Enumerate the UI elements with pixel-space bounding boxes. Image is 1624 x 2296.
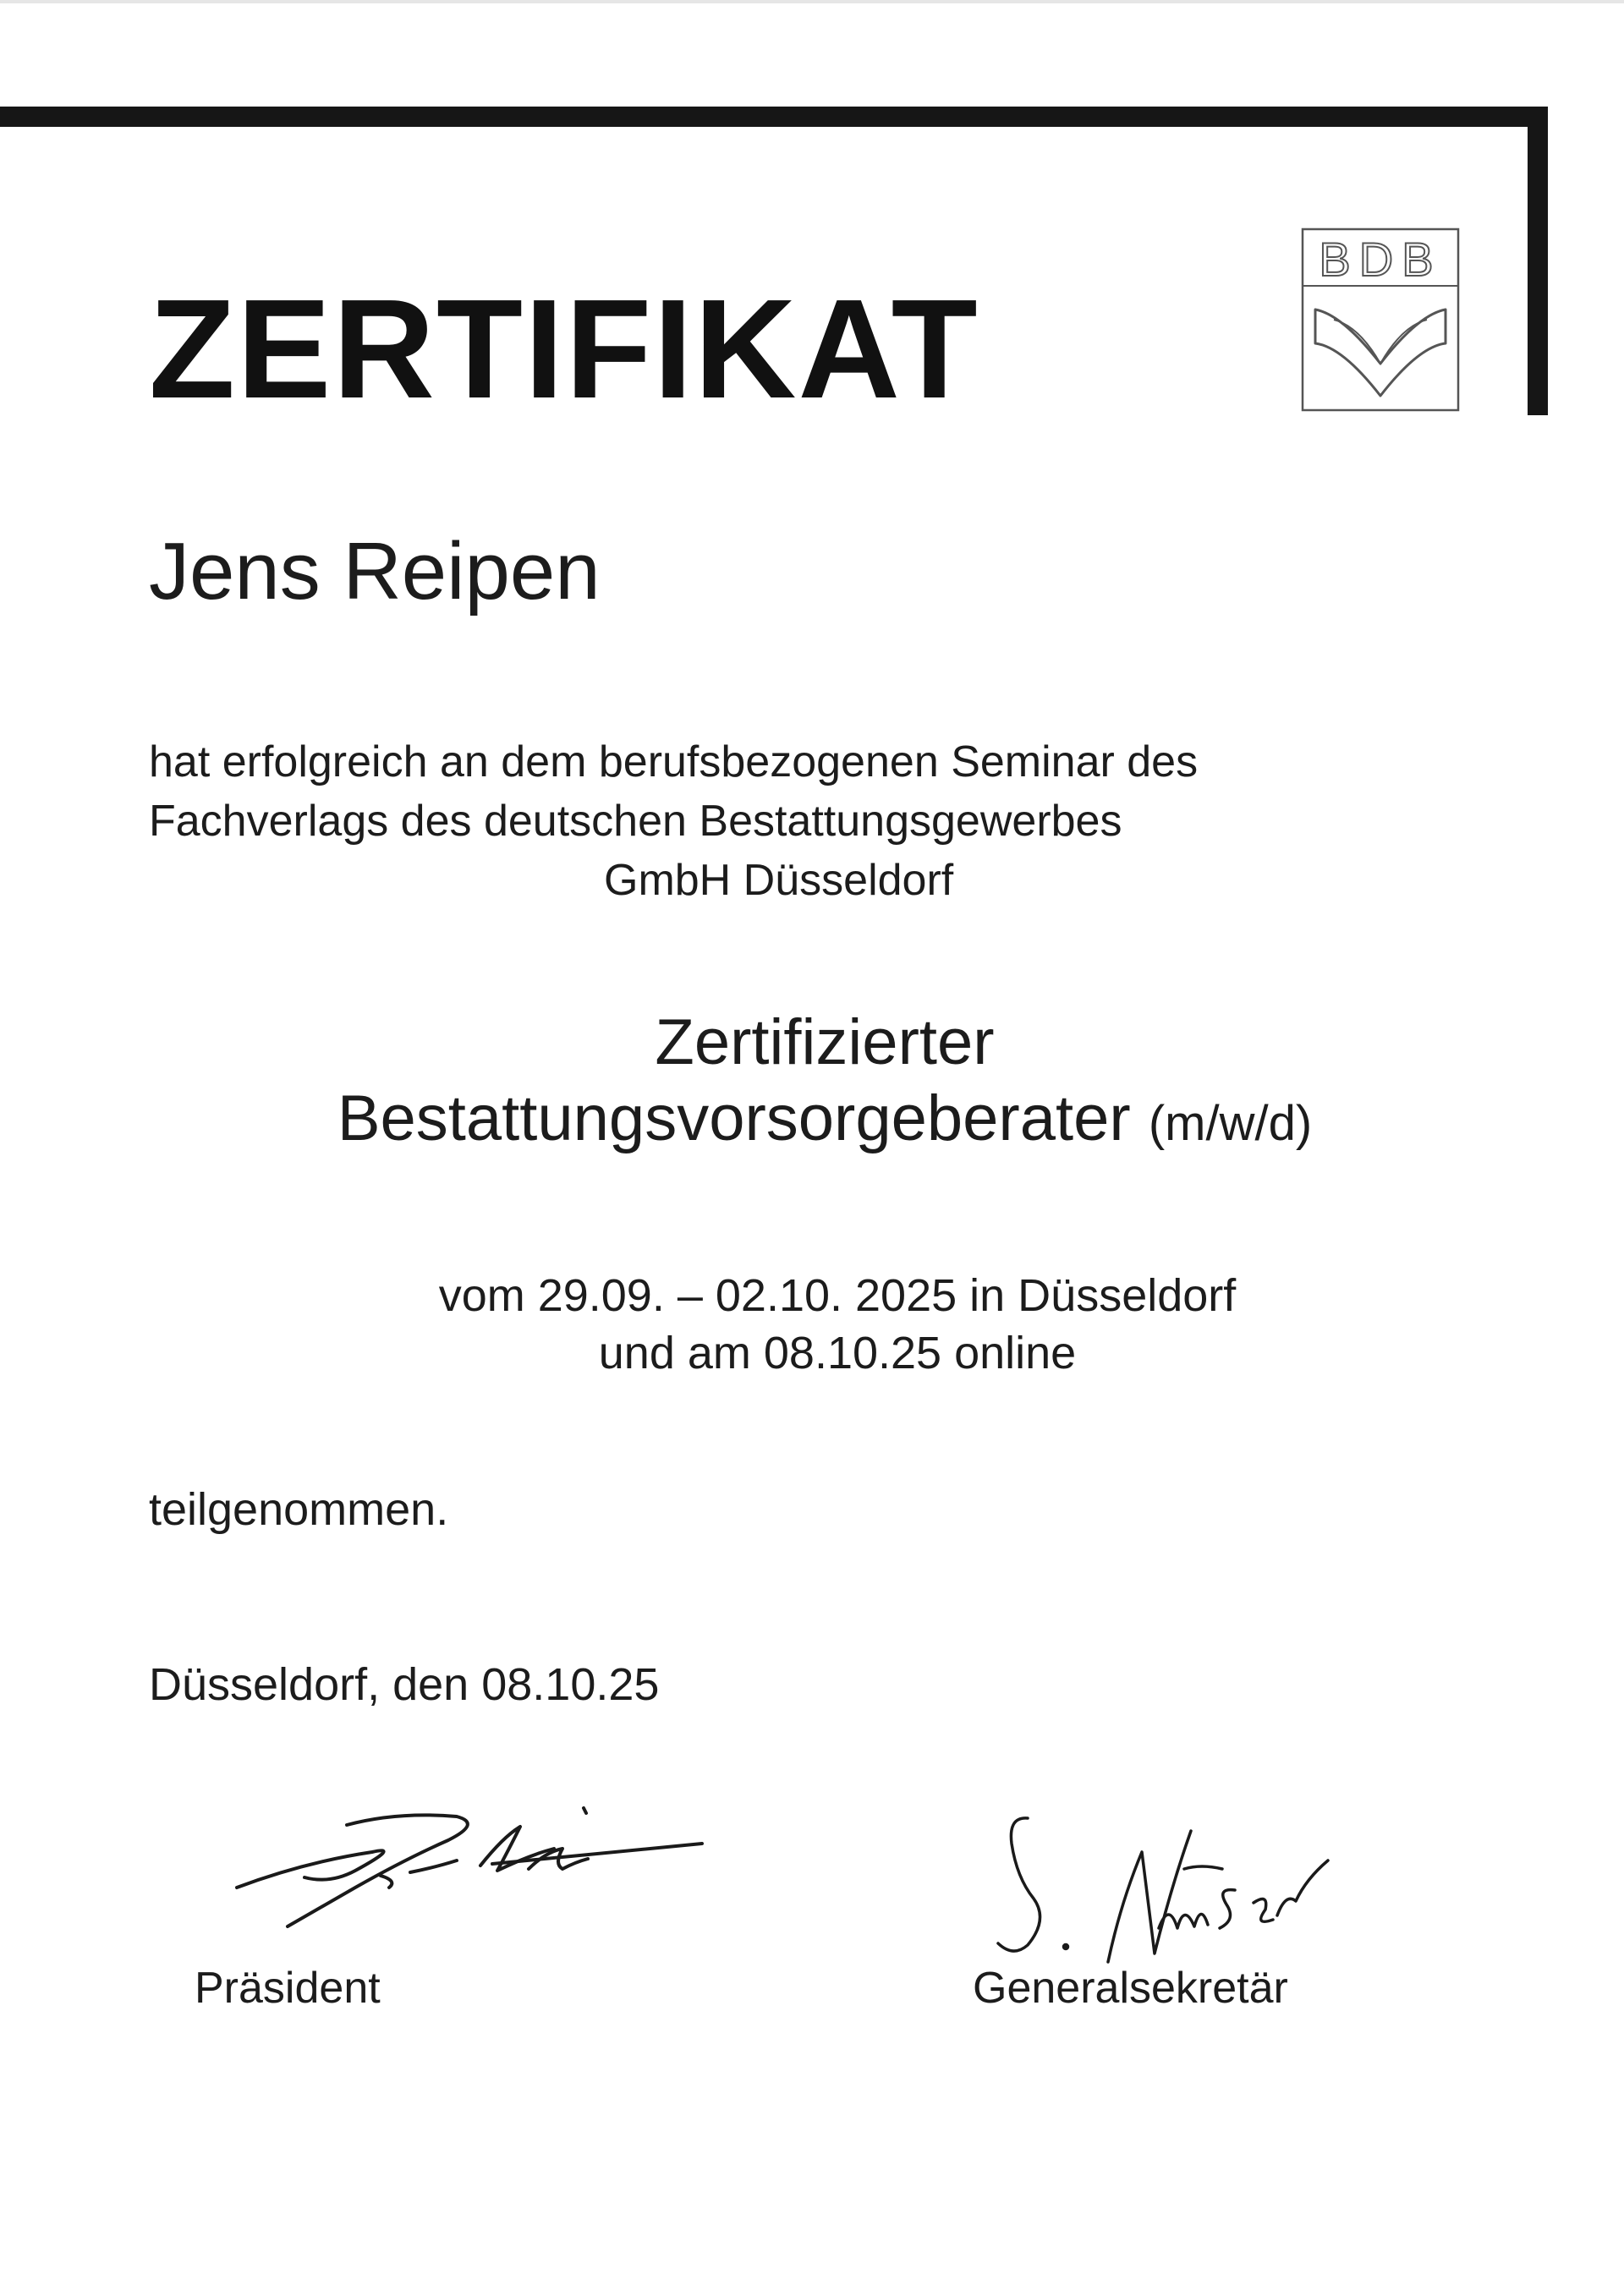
intro-line: Fachverlags des deutschen Bestattungsgewerbes <box>149 797 1122 846</box>
frame-right-bar <box>1528 107 1548 415</box>
date-line: vom 29.09. – 02.10. 2025 in Düsseldorf <box>438 1270 1237 1321</box>
frame-top-bar <box>0 107 1548 127</box>
course-title-line1: Zertifizierter <box>655 1006 995 1078</box>
seminar-dates <box>0 1267 1624 1382</box>
date-line: und am 08.10.25 online <box>598 1328 1077 1378</box>
course-name: Bestattungsvorsorgeberater <box>337 1082 1131 1154</box>
closing-text: teilgenommen. <box>149 1484 449 1535</box>
secretary-role: Generalsekretär <box>973 1964 1288 2013</box>
course-title <box>0 1005 1624 1162</box>
intro-line: GmbH Düsseldorf <box>604 856 954 905</box>
intro-line: hat erfolgreich an dem berufsbezogenen Seminar des <box>149 737 1199 786</box>
president-role: Präsident <box>195 1964 381 2013</box>
president-signature <box>228 1793 736 1962</box>
scan-edge <box>0 0 1624 3</box>
course-title-line2 <box>0 1081 1624 1162</box>
secretary-signature <box>981 1801 1421 1970</box>
certificate-title: ZERTIFIKAT <box>149 271 979 428</box>
place-and-date: Düsseldorf, den 08.10.25 <box>149 1659 660 1710</box>
gender-suffix: (m/w/d) <box>1148 1096 1313 1151</box>
logo-letters: BDB <box>1319 233 1442 286</box>
recipient-name: Jens Reipen <box>149 526 601 616</box>
book-icon <box>1315 310 1446 396</box>
bdb-logo <box>1300 227 1461 413</box>
intro-text <box>149 732 1198 910</box>
